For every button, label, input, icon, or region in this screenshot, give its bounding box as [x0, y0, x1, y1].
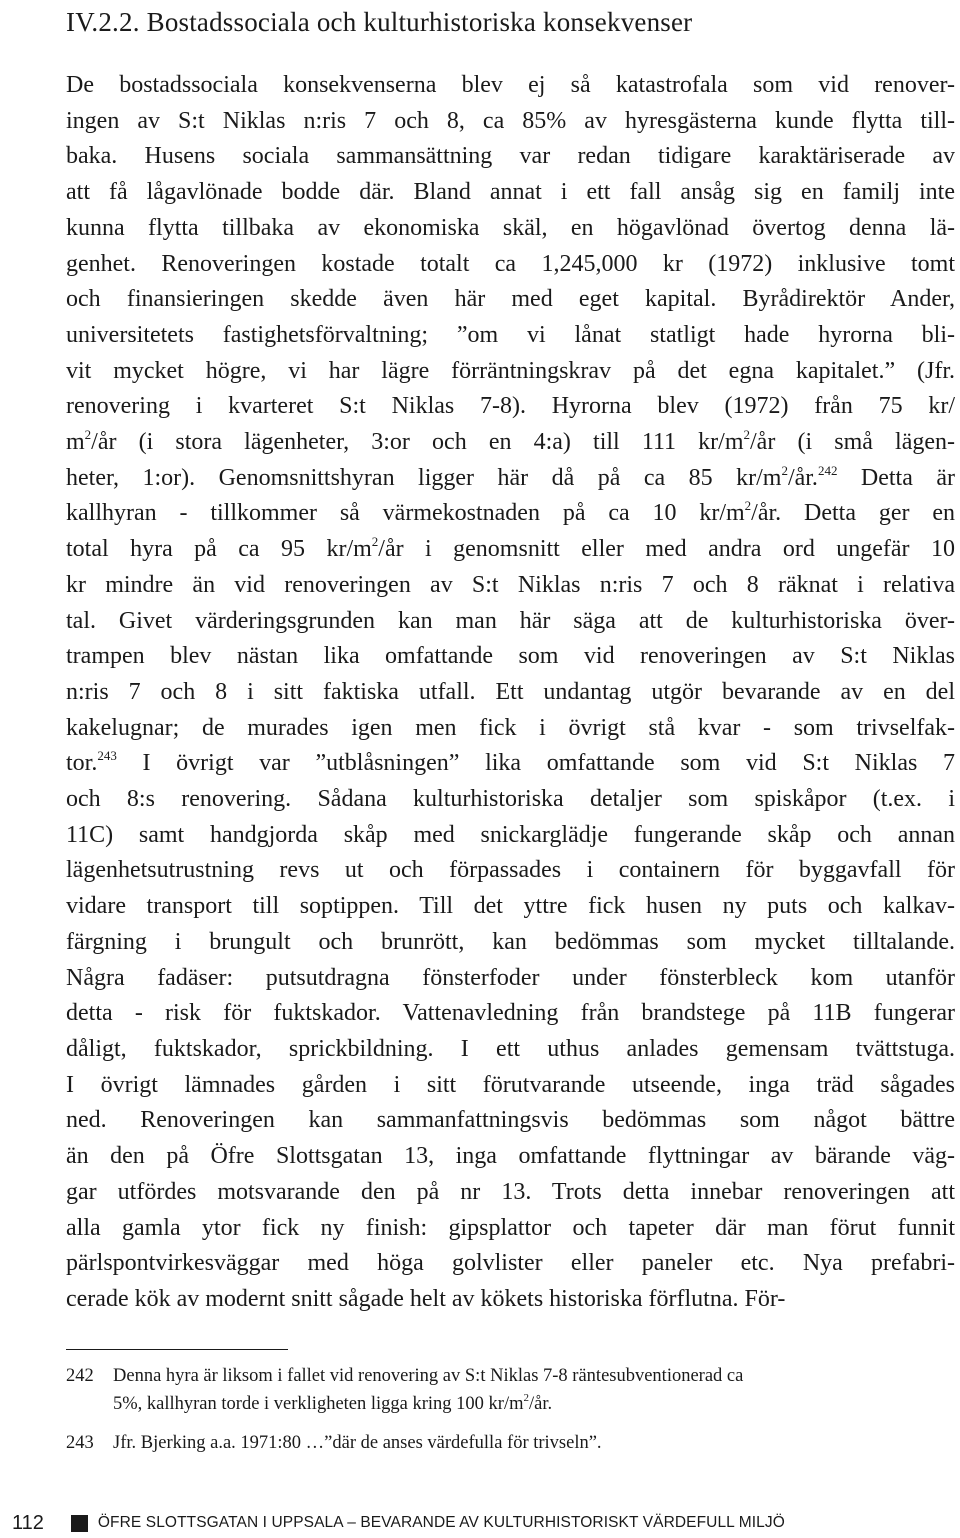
superscript: 242 — [817, 462, 838, 478]
footnote-line — [113, 1362, 955, 1390]
text-line — [66, 996, 955, 1032]
text-line — [66, 389, 955, 425]
text-line — [66, 532, 955, 568]
text-run: tal. Givet värderingsgrunden kan man här säga att de kulturhistoriska över- — [66, 607, 955, 634]
text-line — [66, 247, 955, 283]
text-run: I övrigt lämnades gården i sitt förutvarande utseende, inga träd sågades — [66, 1071, 955, 1098]
text-run: dåligt, fuktskador, sprickbildning. I ett uthus anlades gemensam tvättstuga. — [66, 1035, 955, 1062]
text-run: renovering i kvarteret S:t Niklas 7-8). Hyrorna blev (1972) från 75 kr/ — [66, 393, 955, 420]
superscript: 2 — [744, 498, 752, 514]
footnote-line — [113, 1429, 955, 1457]
text-line — [66, 711, 955, 747]
text-run: alla gamla ytor fick ny finish: gipsplattor och tapeter där man förut funnit — [66, 1214, 955, 1241]
text-run: I övrigt var ”utblåsningen” lika omfattande som vid S:t Niklas 7 — [116, 750, 955, 777]
text-run: än den på Öfre Slottsgatan 13, inga omfattande flyttningar av bärande väg- — [66, 1143, 955, 1170]
text-line — [66, 104, 955, 140]
superscript: 2 — [371, 534, 379, 550]
text-line — [66, 68, 955, 104]
text-line — [66, 1211, 955, 1247]
text-run: pärlspontvirkesväggar med höga golvlister eller paneler etc. Nya prefabri- — [66, 1250, 955, 1277]
text-run: kunna flytta tillbaka av ekonomiska skäl, en högavlönad övertog denna lä- — [66, 214, 955, 241]
text-line — [66, 139, 955, 175]
text-run: baka. Husens sociala sammansättning var redan tidigare karaktäriserade av — [66, 143, 955, 170]
page-number: 112 — [12, 1512, 44, 1534]
text-line — [66, 282, 955, 318]
text-line — [66, 1246, 955, 1282]
footnote — [66, 1362, 955, 1418]
text-run: lägenhetsutrustning revs ut och förpassades i containern för byggavfall för — [66, 857, 955, 884]
text-line — [66, 496, 955, 532]
superscript: 2 — [743, 427, 751, 443]
text-line — [66, 1068, 955, 1104]
text-run: tor. — [66, 750, 98, 777]
text-run: trampen blev nästan lika omfattande som vid renoveringen av S:t Niklas — [66, 643, 955, 670]
footnote-divider — [66, 1349, 288, 1350]
text-run: att få lågavlönade bodde där. Bland annat i ett fall ansåg sig en familj inte — [66, 179, 955, 206]
footnote — [66, 1429, 955, 1457]
text-run: färgning i brungult och brunrött, kan bedömmas som mycket tilltalande. — [66, 928, 955, 955]
text-run: 11C) samt handgjorda skåp med snickarglädje fungerande skåp och annan — [66, 821, 955, 848]
text-run: Jfr. Bjerking a.a. 1971:80 …”där de anses värdefulla för trivseln”. — [113, 1433, 602, 1453]
text-run: och finansieringen skedde även här med eget kapital. Byrådirektör Ander, — [66, 286, 955, 313]
text-line — [66, 675, 955, 711]
superscript: 243 — [97, 748, 117, 764]
section-heading: IV.2.2. Bostadssociala och kulturhistoriska konsekvenser — [66, 7, 693, 37]
text-run: Detta är — [837, 464, 955, 491]
text-run: gar utfördes motsvarande den på nr 13. Trots detta innebar renoveringen att — [66, 1178, 955, 1205]
text-line — [66, 818, 955, 854]
text-run: /år (i små lägen- — [750, 429, 955, 456]
text-line — [66, 1103, 955, 1139]
text-line — [66, 1032, 955, 1068]
footnotes — [66, 1362, 955, 1457]
page-footer — [12, 1511, 785, 1535]
text-line — [66, 961, 955, 997]
text-line — [66, 604, 955, 640]
text-run: /år (i stora lägenheter, 3:or och en 4:a) till 111 kr/m — [91, 429, 744, 456]
text-run: ingen av S:t Niklas n:ris 7 och 8, ca 85% av hyresgästerna kunde flytta till- — [66, 107, 955, 134]
text-run: n:ris 7 och 8 i sitt faktiska utfall. Ett undantag utgör bevarande av en del — [66, 678, 955, 705]
footer-square-marker — [71, 1515, 88, 1532]
text-run: /år. — [787, 464, 818, 491]
text-line — [66, 639, 955, 675]
text-line — [66, 853, 955, 889]
text-line — [66, 1175, 955, 1211]
text-line — [66, 925, 955, 961]
superscript: 2 — [84, 427, 92, 443]
text-run: vit mycket högre, vi har lägre förräntningskrav på det egna kapitalet.” (Jfr. — [66, 357, 955, 384]
text-run: De bostadssociala konsekvenserna blev ej så katastrofala som vid renover- — [66, 72, 955, 98]
text-run: detta - risk för fuktskador. Vattenavledning från brandstege på 11B fungerar — [66, 1000, 955, 1027]
footnote-number: 242 — [66, 1366, 94, 1386]
running-title: ÖFRE SLOTTSGATAN I UPPSALA – BEVARANDE AV KULTURHISTORISKT VÄRDEFULL MILJÖ — [97, 1514, 785, 1531]
footnote-number: 243 — [66, 1433, 94, 1453]
text-run: vidare transport till soptippen. Till det yttre fick husen ny puts och kalkav- — [66, 893, 955, 920]
text-run: /år. Detta ger en — [751, 500, 955, 527]
text-line — [66, 354, 955, 390]
text-run: m — [66, 429, 85, 456]
text-run: /år. — [529, 1394, 553, 1414]
text-run: universitetets fastighetsförvaltning; ”om vi lånat statligt hade hyrorna bli- — [66, 321, 955, 348]
text-line — [66, 1139, 955, 1175]
text-run: total hyra på ca 95 kr/m — [66, 536, 372, 563]
text-run: Denna hyra är liksom i fallet vid renovering av S:t Niklas 7-8 räntesubventionerad ca — [113, 1366, 744, 1386]
text-line — [66, 461, 955, 497]
text-line — [66, 782, 955, 818]
superscript: 2 — [781, 462, 788, 478]
text-run: cerade kök av modernt snitt sågade helt av kökets historiska förflutna. För- — [66, 1285, 786, 1312]
text-line — [66, 211, 955, 247]
text-line — [66, 568, 955, 604]
text-line — [66, 175, 955, 211]
body-text — [66, 68, 955, 1318]
text-run: 5%, kallhyran torde i verkligheten ligga kring 100 kr/m — [113, 1394, 524, 1414]
text-run: kr mindre än vid renoveringen av S:t Niklas n:ris 7 och 8 räknat i relativa — [66, 571, 955, 598]
text-run: genhet. Renoveringen kostade totalt ca 1,245,000 kr (1972) inklusive tomt — [66, 250, 955, 277]
text-line — [66, 318, 955, 354]
text-run: ned. Renoveringen kan sammanfattningsvis bedömmas som något bättre — [66, 1107, 955, 1134]
text-run: Några fadäser: putsutdragna fönsterfoder under fönsterbleck kom utanför — [66, 964, 955, 991]
superscript: 2 — [523, 1392, 529, 1404]
text-line — [66, 425, 955, 461]
text-line — [66, 746, 955, 782]
footnote-line — [113, 1390, 955, 1418]
text-run: /år i genomsnitt eller med andra ord ungefär 10 — [378, 536, 955, 563]
text-run: och 8:s renovering. Sådana kulturhistoriska detaljer som spiskåpor (t.ex. i — [66, 786, 955, 813]
text-run: kakelugnar; de murades igen men fick i övrigt stå kvar - som trivselfak- — [66, 714, 955, 741]
text-line — [66, 889, 955, 925]
text-run: kallhyran - tillkommer så värmekostnaden på ca 10 kr/m — [66, 500, 745, 527]
text-line — [66, 1282, 955, 1318]
text-run: heter, 1:or). Genomsnittshyran ligger här då på ca 85 kr/m — [66, 464, 782, 491]
